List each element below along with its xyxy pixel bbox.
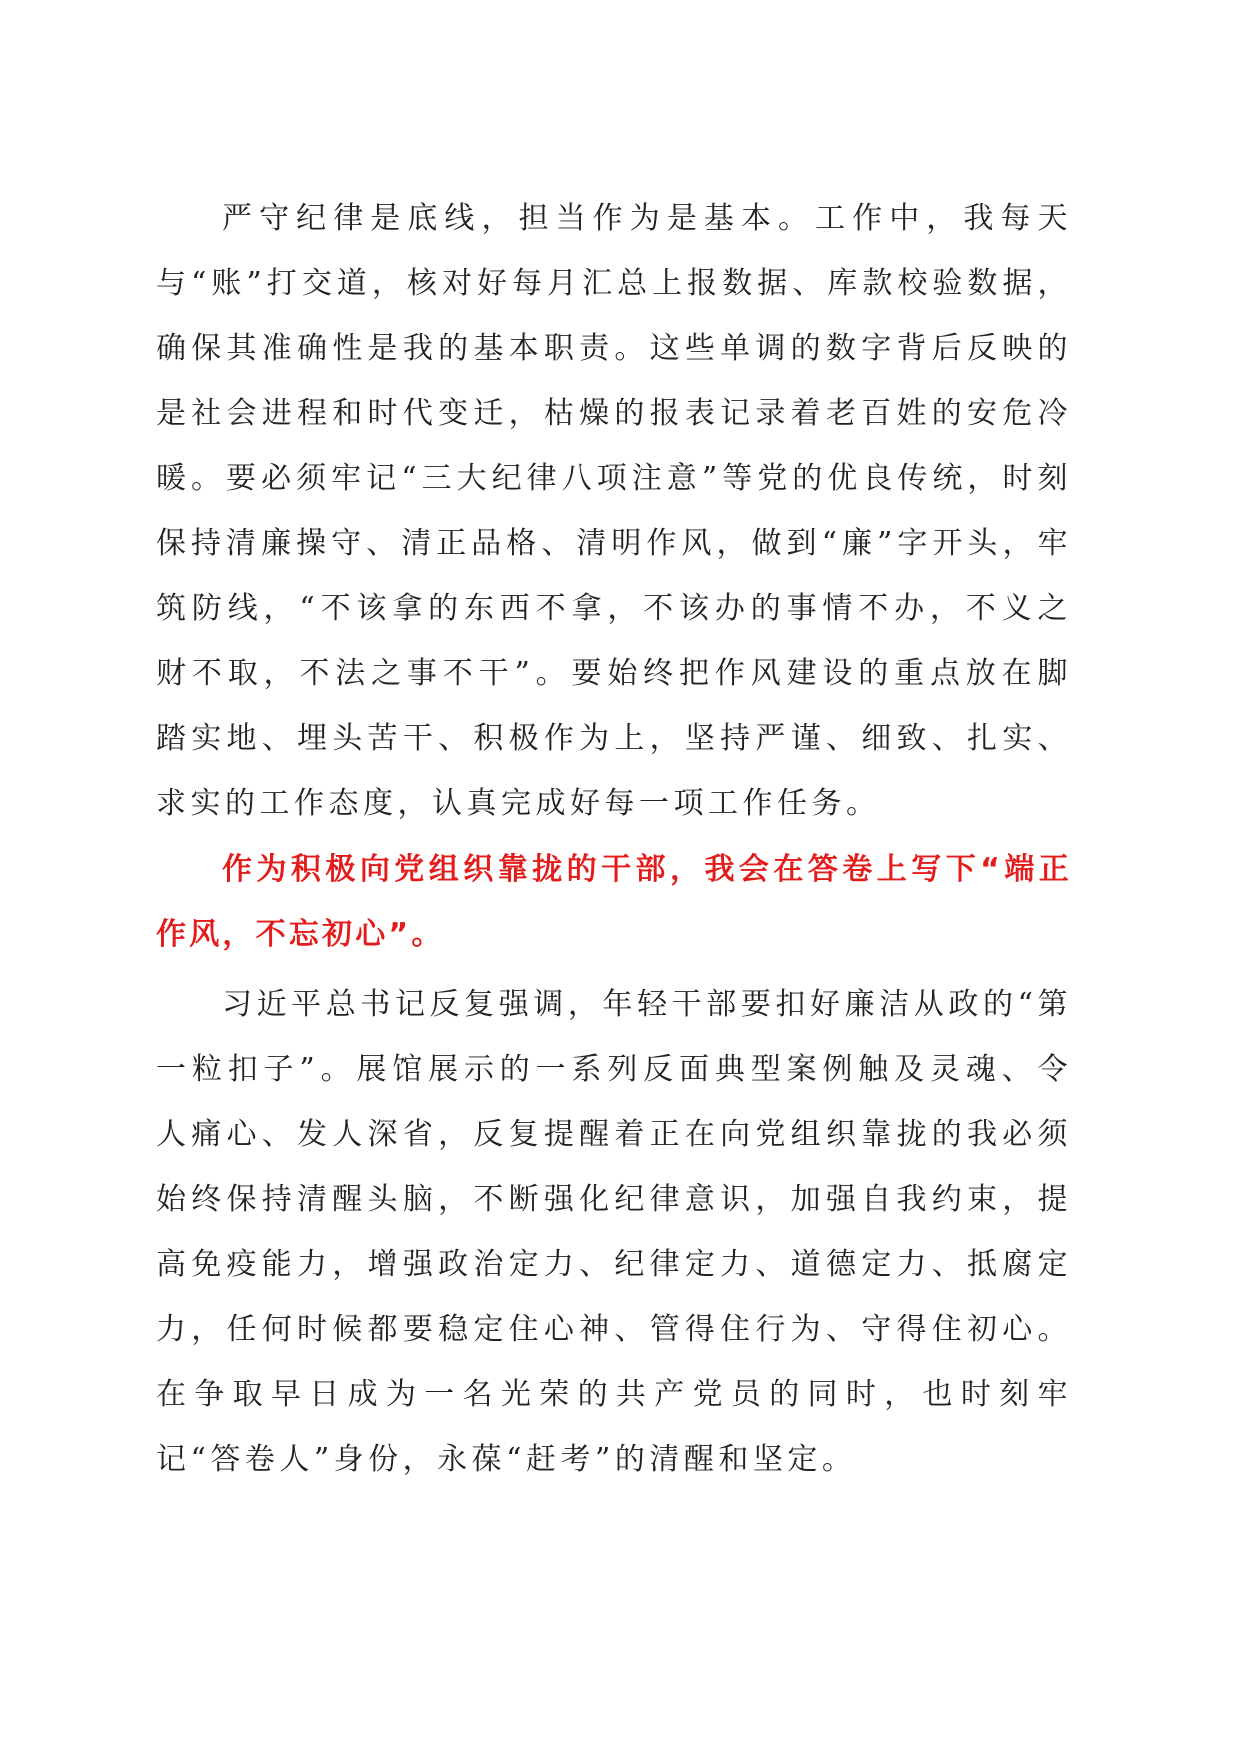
paragraph-highlight-commitment: 作为积极向党组织靠拢的干部，我会在答卷上写下“端正作风，不忘初心”。 — [156, 852, 1072, 952]
document-body — [156, 186, 1072, 1492]
paragraph-first-button: 习近平总书记反复强调，年轻干部要扣好廉洁从政的“第一粒扣子”。展馆展示的一系列反面典型案例触及灵魂、令人痛心、发人深省，反复提醒着正在向党组织靠拢的我必须始终保持清醒头脑，不断强化纪律意识，加强自我约束，提高免疫能力，增强政治定力、纪律定力、道德定力、抵腐定力，任何时候都要稳定住心神、管得住行为、守得住初心。在争取早日成为一名光荣的共产党员的同时，也时刻牢记“答卷人”身份，永葆“赶考”的清醒和坚定。 — [156, 987, 1072, 1477]
paragraph-discipline: 严守纪律是底线，担当作为是基本。工作中，我每天与“账”打交道，核对好每月汇总上报数据、库款校验数据，确保其准确性是我的基本职责。这些单调的数字背后反映的是社会进程和时代变迁，枯燥的报表记录着老百姓的安危冷暖。要必须牢记“三大纪律八项注意”等党的优良传统，时刻保持清廉操守、清正品格、清明作风，做到“廉”字开头，牢筑防线，“不该拿的东西不拿，不该办的事情不办，不义之财不取，不法之事不干”。要始终把作风建设的重点放在脚踏实地、埋头苦干、积极作为上，坚持严谨、细致、扎实、求实的工作态度，认真完成好每一项工作任务。 — [156, 201, 1072, 821]
